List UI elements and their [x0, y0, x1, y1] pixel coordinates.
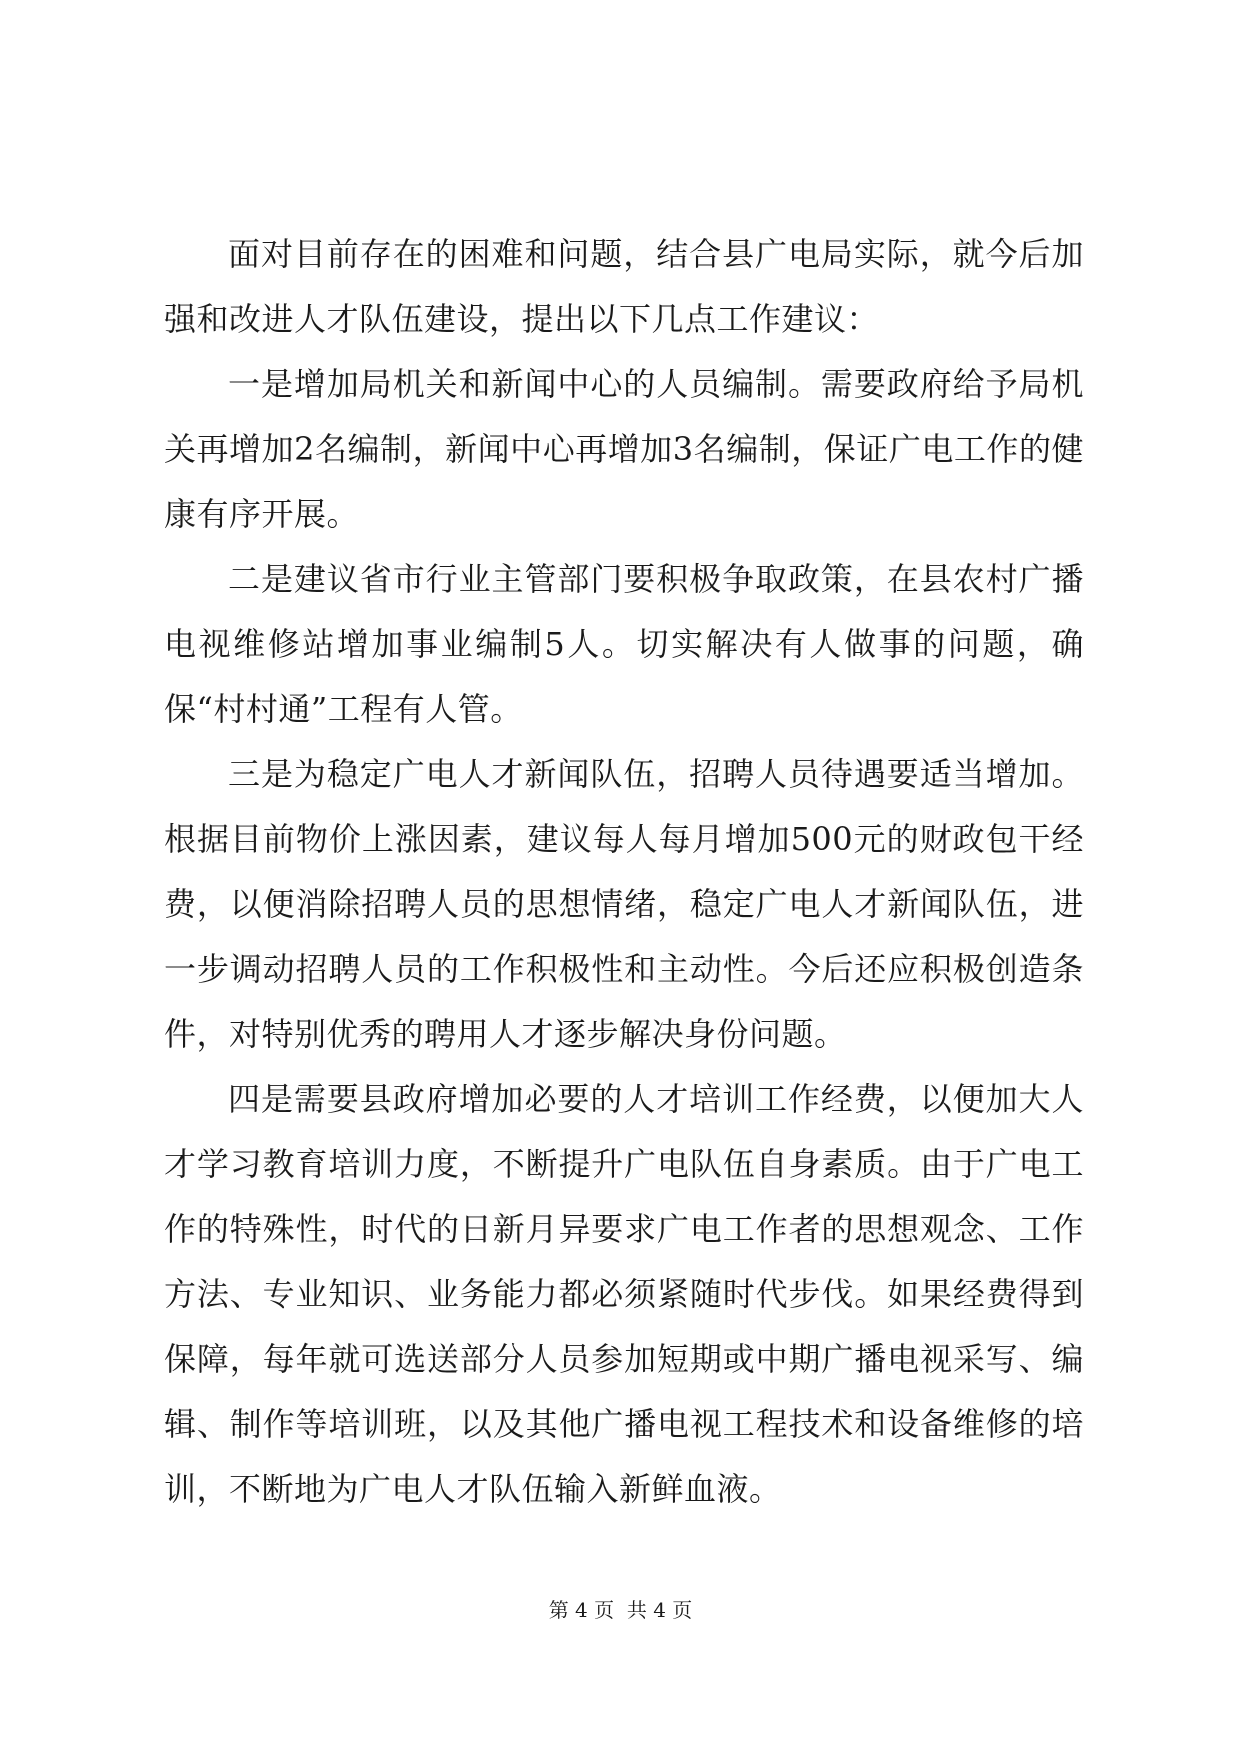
paragraph-point-two: 二是建议省市行业主管部门要积极争取政策，在县农村广播电视维修站增加事业编制5人。切实解决有人做事的问题，确保“村村通”工程有人管。 — [164, 560, 1084, 728]
paragraph-point-one: 一是增加局机关和新闻中心的人员编制。需要政府给予局机关再增加2名编制，新闻中心再增加3名编制，保证广电工作的健康有序开展。 — [164, 365, 1084, 533]
page-footer — [0, 1596, 1241, 1624]
paragraph-point-four: 四是需要县政府增加必要的人才培训工作经费，以便加大人才学习教育培训力度，不断提升广电队伍自身素质。由于广电工作的特殊性，时代的日新月异要求广电工作者的思想观念、工作方法、专业知识、业务能力都必须紧随时代步伐。如果经费得到保障，每年就可选送部分人员参加短期或中期广播电视采写、编辑、制作等培训班，以及其他广播电视工程技术和设备维修的培训，不断地为广电人才队伍输入新鲜血液。 — [164, 1080, 1084, 1508]
paragraph-intro: 面对目前存在的困难和问题，结合县广电局实际，就今后加强和改进人才队伍建设，提出以下几点工作建议： — [164, 235, 1084, 338]
page-number-label: 第 4 页 共 4 页 — [548, 1598, 693, 1622]
paragraph-point-three: 三是为稳定广电人才新闻队伍，招聘人员待遇要适当增加。根据目前物价上涨因素，建议每人每月增加500元的财政包干经费，以便消除招聘人员的思想情绪，稳定广电人才新闻队伍，进一步调动招聘人员的工作积极性和主动性。今后还应积极创造条件，对特别优秀的聘用人才逐步解决身份问题。 — [164, 755, 1084, 1053]
document-body — [164, 222, 1084, 1522]
